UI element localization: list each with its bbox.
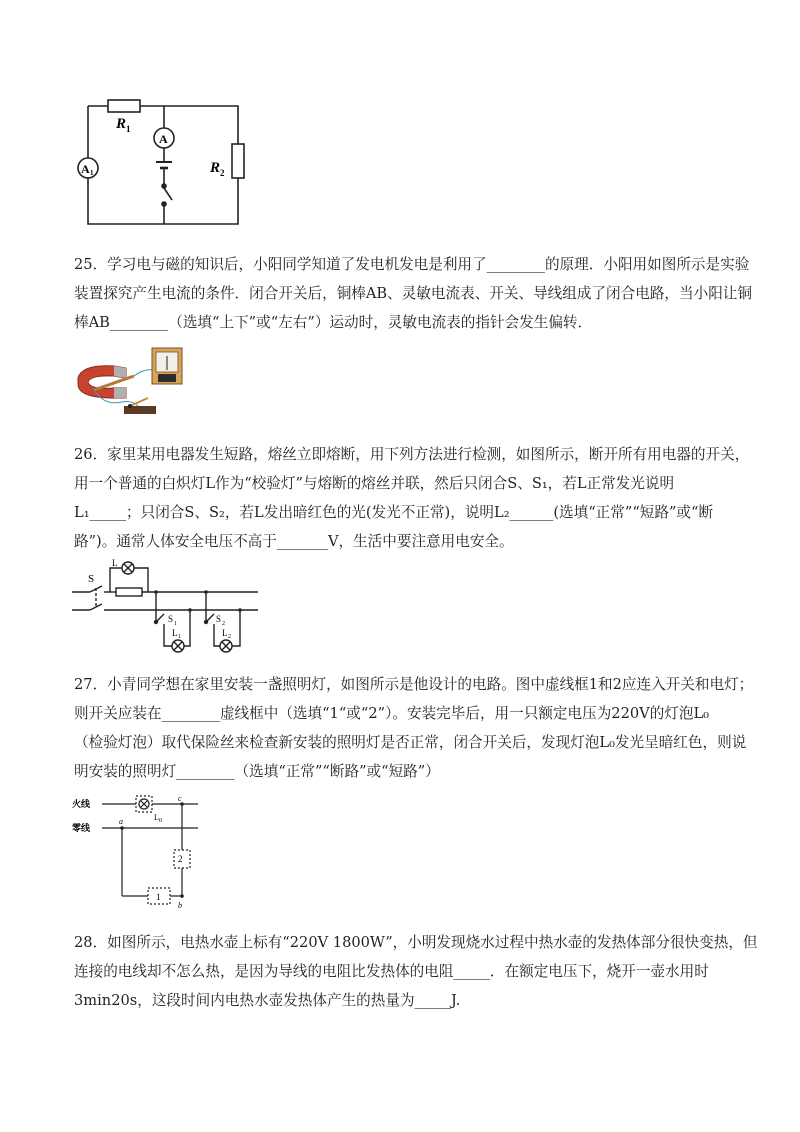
label-ammeter: A xyxy=(159,132,168,146)
label-ammeter-a1: A xyxy=(81,162,90,176)
svg-text:2: 2 xyxy=(220,168,225,178)
label-l2: L xyxy=(222,628,228,638)
svg-text:1: 1 xyxy=(90,169,94,177)
svg-text:2: 2 xyxy=(222,621,225,627)
question-line: 25．学习电与磁的知识后，小阳同学知道了发电机发电是利用了________的原理．小阳用如图所示是实验 xyxy=(74,256,750,273)
question-line: 则开关应装在________虚线框中（选填“1“或“2”）。安装完毕后，用一只额定电压为220V的灯泡L₀ xyxy=(74,705,710,722)
question-27 xyxy=(74,670,754,786)
generator-experiment-illustration xyxy=(74,344,198,420)
label-b: b xyxy=(178,901,182,910)
question-line: 棒AB________（选填“上下”或“左右”）运动时，灵敏电流表的指针会发生偏转． xyxy=(74,314,593,331)
label-box-1: 1 xyxy=(156,892,161,902)
question-line: 27．小青同学想在家里安装一盏照明灯，如图所示是他设计的电路。图中虚线框1和2应连入开关和电灯； xyxy=(74,676,754,693)
resistor-r2 xyxy=(232,144,244,178)
svg-text:1: 1 xyxy=(126,124,131,134)
fuse xyxy=(116,588,142,596)
svg-text:2: 2 xyxy=(228,634,231,640)
question-line: 路”)。通常人体安全电压不高于_______V，生活中要注意用电安全。 xyxy=(74,533,514,550)
question-line: 3min20s，这段时间内电热水壶发热体产生的热量为_____J. xyxy=(74,992,461,1009)
question-26 xyxy=(74,440,750,556)
svg-text:1: 1 xyxy=(174,621,177,627)
question-line: L₁_____；只闭合S、S₂，若L发出暗红色的光(发光不正常)，说明L₂______(选填“正常”“短路”或“断 xyxy=(74,504,714,521)
question-line: 明安装的照明灯________（选填“正常”“断路”或“短路”） xyxy=(74,763,440,780)
question-line: 用一个普通的白炽灯L作为“校验灯”与熔断的熔丝并联，然后只闭合S、S₁，若L正常发光说明 xyxy=(74,475,675,492)
label-l: L xyxy=(112,558,118,568)
svg-text:1: 1 xyxy=(178,634,181,640)
label-s2: S xyxy=(216,614,222,624)
label-s: S xyxy=(88,573,95,585)
question-line: （检验灯泡）取代保险丝来检查新安装的照明灯是否正常，闭合开关后，发现灯泡L₀发光呈暗红色，则说 xyxy=(74,734,747,751)
question-line: 连接的电线却不怎么热，是因为导线的电阻比发热体的电阻_____．在额定电压下，烧开一壶水用时 xyxy=(74,963,709,980)
switch-blade xyxy=(164,188,172,200)
question-line: 28．如图所示，电热水壶上标有“220V 1800W”，小明发现烧水过程中热水壶的发热体部分很快变热，但 xyxy=(74,934,758,951)
label-l0: L xyxy=(154,813,159,822)
label-a: a xyxy=(119,817,123,826)
question-line: 26．家里某用电器发生短路，熔丝立即熔断，用下列方法进行检测，如图所示，断开所有用电器的开关， xyxy=(74,446,750,463)
label-c: c xyxy=(178,794,182,803)
question-28 xyxy=(74,928,758,1015)
resistor-r1 xyxy=(108,100,140,112)
svg-text:0: 0 xyxy=(159,818,162,824)
label-r2: R xyxy=(210,160,221,176)
question-25 xyxy=(74,250,752,337)
label-box-2: 2 xyxy=(178,854,183,864)
question-line: 装置探究产生电流的条件．闭合开关后，铜棒AB、灵敏电流表、开关、导线组成了闭合电路，当小阳让铜 xyxy=(74,285,752,302)
fuse-check-circuit xyxy=(66,558,266,660)
circuit-diagram-r1-r2 xyxy=(74,92,254,232)
label-live-wire: 火线 xyxy=(72,799,91,809)
lighting-installation-circuit xyxy=(72,794,204,910)
label-s1: S xyxy=(168,614,174,624)
label-l1: L xyxy=(172,628,178,638)
label-neutral-wire: 零线 xyxy=(72,823,91,833)
label-r1: R xyxy=(116,116,127,132)
switch-pivot xyxy=(162,184,166,188)
